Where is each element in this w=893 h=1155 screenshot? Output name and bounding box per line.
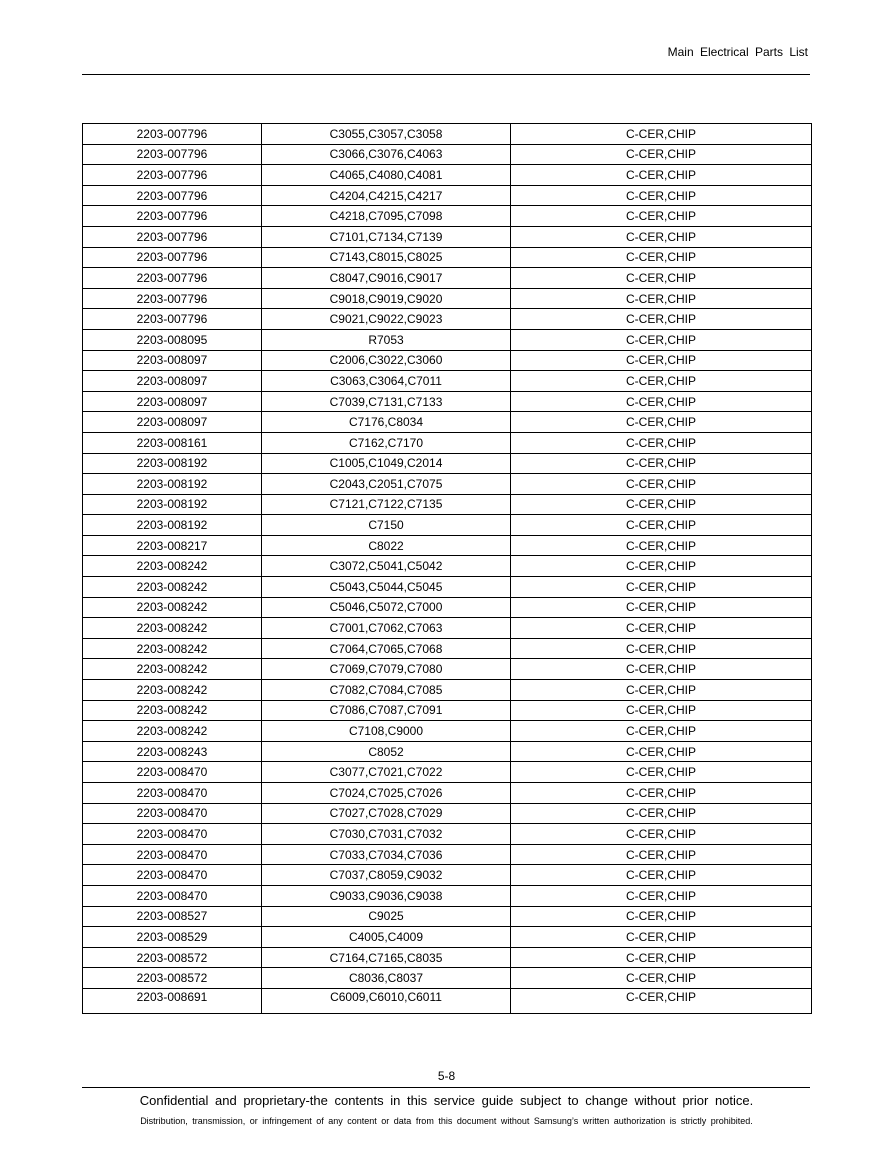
- table-row: [83, 350, 812, 371]
- table-row: [83, 885, 812, 906]
- description-cell: C-CER,CHIP: [511, 885, 812, 906]
- part-code-cell: 2203-008192: [83, 453, 262, 474]
- part-code-cell: 2203-008572: [83, 968, 262, 989]
- part-code-cell: 2203-008242: [83, 638, 262, 659]
- part-code-cell: 2203-008192: [83, 494, 262, 515]
- location-cell: C1005,C1049,C2014: [262, 453, 511, 474]
- description-cell: C-CER,CHIP: [511, 412, 812, 433]
- part-code-cell: 2203-007796: [83, 226, 262, 247]
- part-code-cell: 2203-008097: [83, 350, 262, 371]
- table-row: [83, 680, 812, 701]
- part-code-cell: 2203-007796: [83, 185, 262, 206]
- table-row: [83, 721, 812, 742]
- table-row: [83, 700, 812, 721]
- part-code-cell: 2203-008095: [83, 329, 262, 350]
- location-cell: C6009,C6010,C6011: [262, 988, 511, 1013]
- description-cell: C-CER,CHIP: [511, 783, 812, 804]
- table-row: [83, 947, 812, 968]
- description-cell: C-CER,CHIP: [511, 206, 812, 227]
- location-cell: C8052: [262, 741, 511, 762]
- table-row: [83, 783, 812, 804]
- location-cell: C8047,C9016,C9017: [262, 268, 511, 289]
- table-row: [83, 535, 812, 556]
- location-cell: C5046,C5072,C7000: [262, 597, 511, 618]
- part-code-cell: 2203-007796: [83, 268, 262, 289]
- location-cell: C3072,C5041,C5042: [262, 556, 511, 577]
- table-row: [83, 226, 812, 247]
- table-row: [83, 206, 812, 227]
- footer-divider: [82, 1087, 810, 1088]
- location-cell: C7162,C7170: [262, 432, 511, 453]
- description-cell: C-CER,CHIP: [511, 288, 812, 309]
- part-code-cell: 2203-008192: [83, 515, 262, 536]
- description-cell: C-CER,CHIP: [511, 329, 812, 350]
- part-code-cell: 2203-008192: [83, 474, 262, 495]
- part-code-cell: 2203-008097: [83, 371, 262, 392]
- header-title: Main Electrical Parts List: [667, 45, 808, 59]
- table-row: [83, 288, 812, 309]
- table-row: [83, 185, 812, 206]
- location-cell: C7033,C7034,C7036: [262, 844, 511, 865]
- part-code-cell: 2203-008242: [83, 556, 262, 577]
- parts-table: [82, 123, 812, 1014]
- location-cell: C9025: [262, 906, 511, 927]
- description-cell: C-CER,CHIP: [511, 247, 812, 268]
- table-row: [83, 865, 812, 886]
- description-cell: C-CER,CHIP: [511, 185, 812, 206]
- location-cell: C3063,C3064,C7011: [262, 371, 511, 392]
- part-code-cell: 2203-008572: [83, 947, 262, 968]
- description-cell: C-CER,CHIP: [511, 988, 812, 1013]
- table-row: [83, 165, 812, 186]
- location-cell: C9018,C9019,C9020: [262, 288, 511, 309]
- description-cell: C-CER,CHIP: [511, 865, 812, 886]
- table-row: [83, 371, 812, 392]
- table-row: [83, 453, 812, 474]
- description-cell: C-CER,CHIP: [511, 453, 812, 474]
- part-code-cell: 2203-008470: [83, 783, 262, 804]
- location-cell: C8022: [262, 535, 511, 556]
- table-row: [83, 844, 812, 865]
- parts-table-body: [83, 124, 812, 1014]
- description-cell: C-CER,CHIP: [511, 762, 812, 783]
- part-code-cell: 2203-008470: [83, 803, 262, 824]
- description-cell: C-CER,CHIP: [511, 597, 812, 618]
- description-cell: C-CER,CHIP: [511, 535, 812, 556]
- part-code-cell: 2203-008527: [83, 906, 262, 927]
- table-row: [83, 144, 812, 165]
- description-cell: C-CER,CHIP: [511, 844, 812, 865]
- description-cell: C-CER,CHIP: [511, 515, 812, 536]
- location-cell: R7053: [262, 329, 511, 350]
- distribution-notice: Distribution, transmission, or infringement of any content or data from this document without Samsung’s written authorization is strictly prohibited.: [140, 1116, 753, 1126]
- part-code-cell: 2203-008097: [83, 391, 262, 412]
- part-code-cell: 2203-008470: [83, 762, 262, 783]
- location-cell: C9021,C9022,C9023: [262, 309, 511, 330]
- part-code-cell: 2203-008242: [83, 700, 262, 721]
- header-divider: [82, 74, 810, 75]
- location-cell: C7086,C7087,C7091: [262, 700, 511, 721]
- description-cell: C-CER,CHIP: [511, 824, 812, 845]
- part-code-cell: 2203-008242: [83, 680, 262, 701]
- location-cell: C9033,C9036,C9038: [262, 885, 511, 906]
- description-cell: C-CER,CHIP: [511, 391, 812, 412]
- table-row: [83, 597, 812, 618]
- description-cell: C-CER,CHIP: [511, 371, 812, 392]
- description-cell: C-CER,CHIP: [511, 165, 812, 186]
- table-row: [83, 927, 812, 948]
- location-cell: C4204,C4215,C4217: [262, 185, 511, 206]
- table-row: [83, 577, 812, 598]
- table-row: [83, 659, 812, 680]
- table-row: [83, 124, 812, 145]
- description-cell: C-CER,CHIP: [511, 577, 812, 598]
- location-cell: C7143,C8015,C8025: [262, 247, 511, 268]
- part-code-cell: 2203-008470: [83, 844, 262, 865]
- part-code-cell: 2203-008691: [83, 988, 262, 1013]
- description-cell: C-CER,CHIP: [511, 700, 812, 721]
- part-code-cell: 2203-008470: [83, 865, 262, 886]
- part-code-cell: 2203-008217: [83, 535, 262, 556]
- part-code-cell: 2203-008242: [83, 597, 262, 618]
- description-cell: C-CER,CHIP: [511, 968, 812, 989]
- location-cell: C7101,C7134,C7139: [262, 226, 511, 247]
- table-row: [83, 391, 812, 412]
- table-row: [83, 412, 812, 433]
- table-row: [83, 741, 812, 762]
- location-cell: C7001,C7062,C7063: [262, 618, 511, 639]
- table-row: [83, 268, 812, 289]
- description-cell: C-CER,CHIP: [511, 556, 812, 577]
- location-cell: C7037,C8059,C9032: [262, 865, 511, 886]
- location-cell: C7176,C8034: [262, 412, 511, 433]
- table-row: [83, 824, 812, 845]
- part-code-cell: 2203-008470: [83, 824, 262, 845]
- part-code-cell: 2203-007796: [83, 165, 262, 186]
- table-row: [83, 309, 812, 330]
- table-row: [83, 968, 812, 989]
- part-code-cell: 2203-008097: [83, 412, 262, 433]
- location-cell: C5043,C5044,C5045: [262, 577, 511, 598]
- description-cell: C-CER,CHIP: [511, 721, 812, 742]
- description-cell: C-CER,CHIP: [511, 350, 812, 371]
- description-cell: C-CER,CHIP: [511, 638, 812, 659]
- location-cell: C7027,C7028,C7029: [262, 803, 511, 824]
- location-cell: C7150: [262, 515, 511, 536]
- location-cell: C7039,C7131,C7133: [262, 391, 511, 412]
- description-cell: C-CER,CHIP: [511, 947, 812, 968]
- part-code-cell: 2203-008161: [83, 432, 262, 453]
- location-cell: C8036,C8037: [262, 968, 511, 989]
- table-row: [83, 329, 812, 350]
- location-cell: C7064,C7065,C7068: [262, 638, 511, 659]
- description-cell: C-CER,CHIP: [511, 906, 812, 927]
- confidential-notice: Confidential and proprietary-the contents in this service guide subject to change without prior notice.: [139, 1093, 754, 1108]
- location-cell: C7108,C9000: [262, 721, 511, 742]
- part-code-cell: 2203-007796: [83, 288, 262, 309]
- table-row: [83, 515, 812, 536]
- part-code-cell: 2203-008242: [83, 721, 262, 742]
- table-row: [83, 556, 812, 577]
- location-cell: C7164,C7165,C8035: [262, 947, 511, 968]
- part-code-cell: 2203-007796: [83, 309, 262, 330]
- location-cell: C3077,C7021,C7022: [262, 762, 511, 783]
- part-code-cell: 2203-007796: [83, 206, 262, 227]
- description-cell: C-CER,CHIP: [511, 432, 812, 453]
- table-row: [83, 803, 812, 824]
- part-code-cell: 2203-008470: [83, 885, 262, 906]
- part-code-cell: 2203-008242: [83, 577, 262, 598]
- part-code-cell: 2203-008242: [83, 618, 262, 639]
- description-cell: C-CER,CHIP: [511, 268, 812, 289]
- part-code-cell: 2203-008529: [83, 927, 262, 948]
- description-cell: C-CER,CHIP: [511, 618, 812, 639]
- table-row: [83, 432, 812, 453]
- location-cell: C7069,C7079,C7080: [262, 659, 511, 680]
- description-cell: C-CER,CHIP: [511, 659, 812, 680]
- part-code-cell: 2203-007796: [83, 124, 262, 145]
- table-row: [83, 762, 812, 783]
- description-cell: C-CER,CHIP: [511, 741, 812, 762]
- part-code-cell: 2203-008243: [83, 741, 262, 762]
- table-row: [83, 494, 812, 515]
- description-cell: C-CER,CHIP: [511, 803, 812, 824]
- location-cell: C2006,C3022,C3060: [262, 350, 511, 371]
- part-code-cell: 2203-007796: [83, 144, 262, 165]
- description-cell: C-CER,CHIP: [511, 927, 812, 948]
- location-cell: C3055,C3057,C3058: [262, 124, 511, 145]
- location-cell: C7030,C7031,C7032: [262, 824, 511, 845]
- location-cell: C7024,C7025,C7026: [262, 783, 511, 804]
- table-row: [83, 638, 812, 659]
- description-cell: C-CER,CHIP: [511, 309, 812, 330]
- location-cell: C3066,C3076,C4063: [262, 144, 511, 165]
- part-code-cell: 2203-007796: [83, 247, 262, 268]
- description-cell: C-CER,CHIP: [511, 474, 812, 495]
- table-row: [83, 988, 812, 1013]
- description-cell: C-CER,CHIP: [511, 124, 812, 145]
- location-cell: C4005,C4009: [262, 927, 511, 948]
- location-cell: C7082,C7084,C7085: [262, 680, 511, 701]
- table-row: [83, 906, 812, 927]
- description-cell: C-CER,CHIP: [511, 144, 812, 165]
- page-number: 5-8: [437, 1069, 456, 1083]
- table-row: [83, 474, 812, 495]
- part-code-cell: 2203-008242: [83, 659, 262, 680]
- description-cell: C-CER,CHIP: [511, 680, 812, 701]
- description-cell: C-CER,CHIP: [511, 226, 812, 247]
- location-cell: C4218,C7095,C7098: [262, 206, 511, 227]
- location-cell: C7121,C7122,C7135: [262, 494, 511, 515]
- location-cell: C2043,C2051,C7075: [262, 474, 511, 495]
- location-cell: C4065,C4080,C4081: [262, 165, 511, 186]
- description-cell: C-CER,CHIP: [511, 494, 812, 515]
- table-row: [83, 618, 812, 639]
- table-row: [83, 247, 812, 268]
